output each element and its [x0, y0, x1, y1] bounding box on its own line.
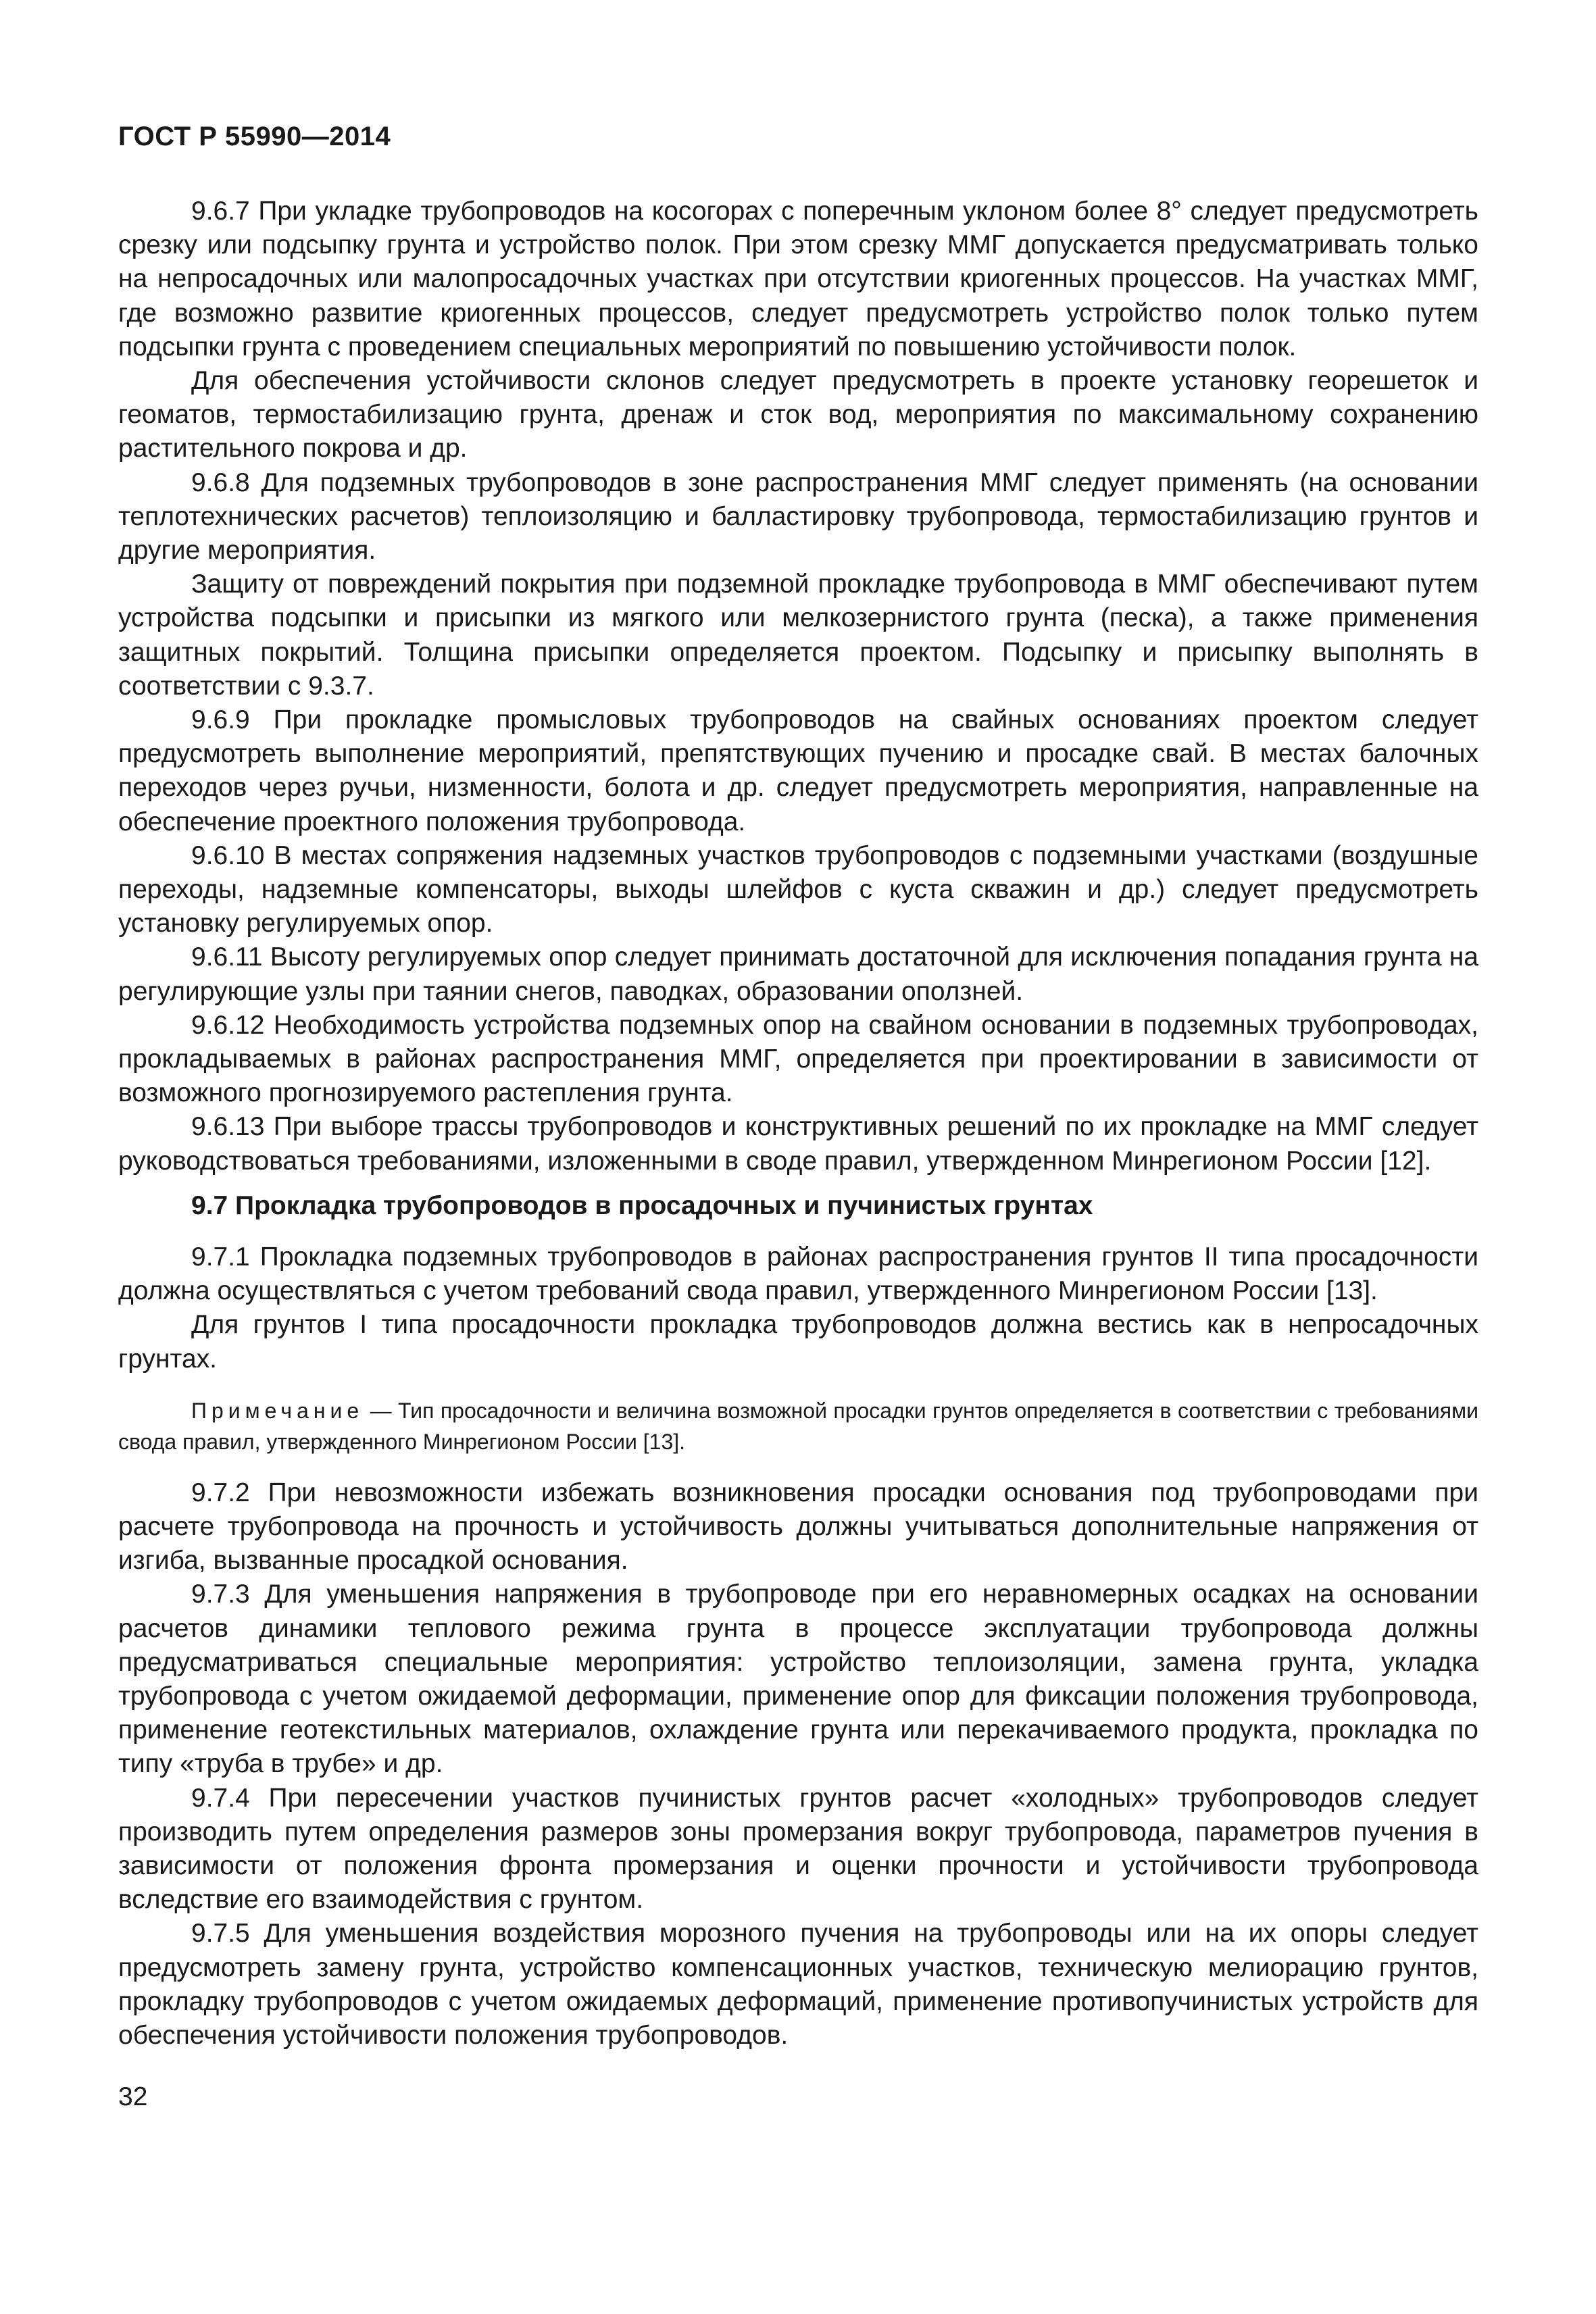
- paragraph-coating-protection: Защиту от повреждений покрытия при подземной прокладке трубопровода в ММГ обеспечивают путем устройства подсыпки и присыпки из мягкого или мелкозернистого грунта (песка), а также применения защитных покрытий. Толщина присыпки определяется проектом. Подсыпку и присыпку выполнять в соответствии с 9.3.7.: [118, 570, 1478, 701]
- paragraph-9-6-10: 9.6.10 В местах сопряжения надземных участков трубопроводов с подземными участками (воздушные переходы, надземные компенсаторы, выходы шлейфов с куста скважин и др.) следует предусмотреть установку регулируемых опор.: [118, 840, 1478, 938]
- document-code-header: ГОСТ Р 55990—2014: [118, 122, 391, 151]
- paragraph-9-7-1: 9.7.1 Прокладка подземных трубопроводов в районах распространения грунтов II типа просадочности должна осуществляться с учетом требований свода правил, утвержденного Минрегионом России [13].: [118, 1242, 1478, 1306]
- paragraph-9-6-11: 9.6.11 Высоту регулируемых опор следует принимать достаточной для исключения попадания грунта на регулирующие узлы при таянии снегов, паводках, образовании оползней.: [118, 942, 1478, 1006]
- note: [118, 1395, 1478, 1457]
- note-text: — Тип просадочности и величина возможной просадки грунтов определяется в соответствии с требованиями свода правил, утвержденного Минрегионом России [13].: [118, 1398, 1478, 1454]
- paragraph-9-6-9: 9.6.9 При прокладке промысловых трубопроводов на свайных основаниях проектом следует предусмотреть выполнение мероприятий, препятствующих пучению и просадке свай. В местах балочных переходов через ручьи, низменности, болота и др. следует предусмотреть мероприятия, направленные на обеспечение проектного положения трубопровода.: [118, 705, 1478, 836]
- paragraph-9-7-5: 9.7.5 Для уменьшения воздействия морозного пучения на трубопроводы или на их опоры следует предусмотреть замену грунта, устройство компенсационных участков, техническую мелиорацию грунтов, прокладку трубопроводов с учетом ожидаемых деформаций, применение противопучинистых устройств для обеспечения устойчивости положения трубопроводов.: [118, 1919, 1478, 2050]
- paragraph-9-6-7: 9.6.7 При укладке трубопроводов на косогорах с поперечным уклоном более 8° следует предусмотреть срезку или подсыпку грунта и устройство полок. При этом срезку ММГ допускается предусматривать только на непросадочных или малопросадочных участках при отсутствии криогенных процессов. На участках ММГ, где возможно развитие криогенных процессов, следует предусмотреть устройство полок только путем подсыпки грунта с проведением специальных мероприятий по повышению устойчивости полок.: [118, 197, 1478, 361]
- paragraph-9-6-12: 9.6.12 Необходимость устройства подземных опор на свайном основании в подземных трубопроводах, прокладываемых в районах распространения ММГ, определяется при проектировании в зависимости от возможного прогнозируемого растепления грунта.: [118, 1010, 1478, 1108]
- paragraph-9-7-4: 9.7.4 При пересечении участков пучинистых грунтов расчет «холодных» трубопроводов следует производить путем определения размеров зоны промерзания вокруг трубопровода, параметров пучения в зависимости от положения фронта промерзания и оценки прочности и устойчивости трубопровода вследствие его взаимодействия с грунтом.: [118, 1783, 1478, 1915]
- document-page: [118, 120, 1478, 2053]
- section-heading-9-7: 9.7 Прокладка трубопроводов в просадочных и пучинистых грунтах: [191, 1190, 1093, 1220]
- paragraph-slope-stability: Для обеспечения устойчивости склонов следует предусмотреть в проекте установку георешеток и геоматов, термостабилизацию грунта, дренаж и сток вод, мероприятия по максимальному сохранению растительного покрова и др.: [118, 366, 1478, 463]
- paragraph-9-6-8: 9.6.8 Для подземных трубопроводов в зоне распространения ММГ следует применять (на основании теплотехнических расчетов) теплоизоляцию и балластировку трубопровода, термостабилизацию грунтов и другие мероприятия.: [118, 468, 1478, 565]
- paragraph-type-i-subsidence: Для грунтов I типа просадочности прокладка трубопроводов должна вестись как в непросадочных грунтах.: [118, 1310, 1478, 1374]
- section-9-7-body: [118, 1240, 1478, 2053]
- paragraph-9-7-2: 9.7.2 При невозможности избежать возникновения просадки основания под трубопроводами при расчете трубопровода на прочность и устойчивость должны учитываться дополнительные напряжения от изгиба, вызванные просадкой основания.: [118, 1478, 1478, 1576]
- section-9-6-body: [118, 195, 1478, 1178]
- paragraph-9-7-3: 9.7.3 Для уменьшения напряжения в трубопроводе при его неравномерных осадках на основании расчетов динамики теплового режима грунта в процессе эксплуатации трубопровода должны предусматриваться специальные мероприятия: устройство теплоизоляции, замена грунта, укладка трубопровода с учетом ожидаемой деформации, применение опор для фиксации положения трубопровода, применение геотекстильных материалов, охлаждение грунта или перекачиваемого продукта, прокладка по типу «труба в трубе» и др.: [118, 1580, 1478, 1779]
- note-label: Примечание: [191, 1398, 364, 1423]
- page-number: 32: [118, 2082, 148, 2111]
- paragraph-9-6-13: 9.6.13 При выборе трассы трубопроводов и конструктивных решений по их прокладке на ММГ следует руководствоваться требованиями, изложенными в своде правил, утвержденном Минрегионом России [12].: [118, 1112, 1478, 1176]
